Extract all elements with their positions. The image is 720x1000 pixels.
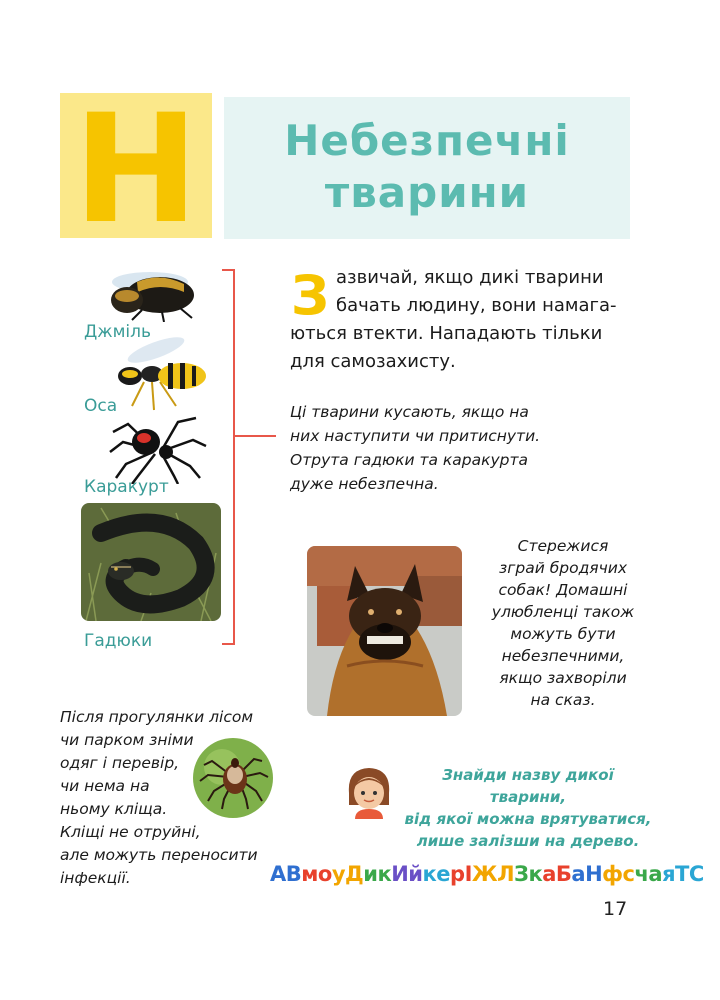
note-tick-line: Після прогулянки лісом: [60, 708, 254, 726]
tick-image: [192, 737, 274, 819]
note-tick-line: одяг і перевір,: [60, 754, 180, 772]
big-letter-n: [60, 93, 212, 238]
note-dogs-line: зграй бродячих: [498, 559, 628, 577]
letter-puzzle-segment: АВ: [270, 862, 302, 886]
note-bites: [290, 400, 550, 496]
dropcap: [290, 268, 330, 320]
note-bites-line: Отрута гадюки та каракурта: [290, 451, 529, 469]
letter-puzzle: [270, 862, 704, 886]
letter-puzzle-segment: аБ: [542, 862, 572, 886]
note-dogs-line: можуть бути: [510, 625, 616, 643]
letter-puzzle-segment: мо: [301, 862, 332, 886]
letter-puzzle-segment: яТС: [662, 862, 704, 886]
header-letter: Н: [73, 93, 199, 238]
note-tick-line: чи нема на: [60, 777, 150, 795]
letter-puzzle-segment: ча: [634, 862, 663, 886]
page-title: [224, 115, 630, 219]
page-number: 17: [603, 898, 628, 920]
letter-puzzle-segment: рІ: [450, 862, 472, 886]
title-block: [224, 97, 630, 239]
bracket-connector: [220, 268, 280, 648]
note-dogs-line: собак! Домашні: [498, 581, 628, 599]
letter-puzzle-segment: ке: [422, 862, 451, 886]
bumblebee-image: [92, 262, 212, 322]
riddle-line: Знайди назву дикої тварини,: [442, 766, 614, 806]
note-tick-line: чи парком зніми: [60, 731, 194, 749]
note-dogs: [488, 535, 638, 711]
note-dogs-line: улюбленці також: [491, 603, 635, 621]
intro-paragraph: [290, 264, 635, 376]
caption-spider: Каракурт: [84, 477, 169, 497]
letter-puzzle-segment: фс: [602, 862, 635, 886]
dog-photo: [307, 546, 462, 716]
header-letter-block: [60, 93, 212, 238]
note-tick-line: інфекції.: [60, 869, 131, 887]
note-tick-line: ньому кліща.: [60, 800, 168, 818]
letter-puzzle-segment: уД: [331, 862, 364, 886]
intro-text: азвичай, якщо дикі тварини бачать людину, вони намага-ються втекти. Нападають тільки для самозахисту.: [290, 267, 617, 372]
note-dogs-line: Стережися: [517, 537, 609, 555]
riddle-line: від якої можна врятуватися,: [404, 810, 652, 828]
note-tick-line: Кліщі не отруйні,: [60, 823, 201, 841]
viper-photo: [81, 503, 221, 621]
note-tick-line: але можуть переносити: [60, 846, 258, 864]
wasp-image: [104, 330, 214, 412]
letter-puzzle-segment: ик: [363, 862, 392, 886]
note-dogs-line: на сказ.: [530, 691, 596, 709]
note-dogs-line: якщо захворіли: [499, 669, 627, 687]
spider-image: [108, 412, 208, 484]
riddle-text: [403, 764, 653, 852]
letter-puzzle-segment: ЖЛ: [471, 862, 515, 886]
letter-puzzle-segment: аН: [571, 862, 603, 886]
caption-viper: Гадюки: [84, 631, 153, 651]
dropcap-letter: З: [290, 268, 330, 320]
girl-avatar-icon: [343, 765, 395, 819]
caption-bumblebee: Джміль: [84, 322, 152, 342]
riddle-line: лише залізши на дерево.: [416, 832, 640, 850]
letter-puzzle-segment: Ий: [391, 862, 423, 886]
note-bites-line: Ці тварини кусають, якщо на: [290, 403, 529, 421]
title-line-1: Небезпечні: [284, 116, 570, 165]
note-dogs-line: небезпечними,: [501, 647, 625, 665]
letter-puzzle-segment: Зк: [514, 862, 543, 886]
caption-wasp: Оса: [84, 396, 118, 416]
title-line-2: тварини: [324, 168, 530, 217]
note-bites-line: них наступити чи притиснути.: [290, 427, 541, 445]
note-bites-line: дуже небезпечна.: [290, 475, 439, 493]
